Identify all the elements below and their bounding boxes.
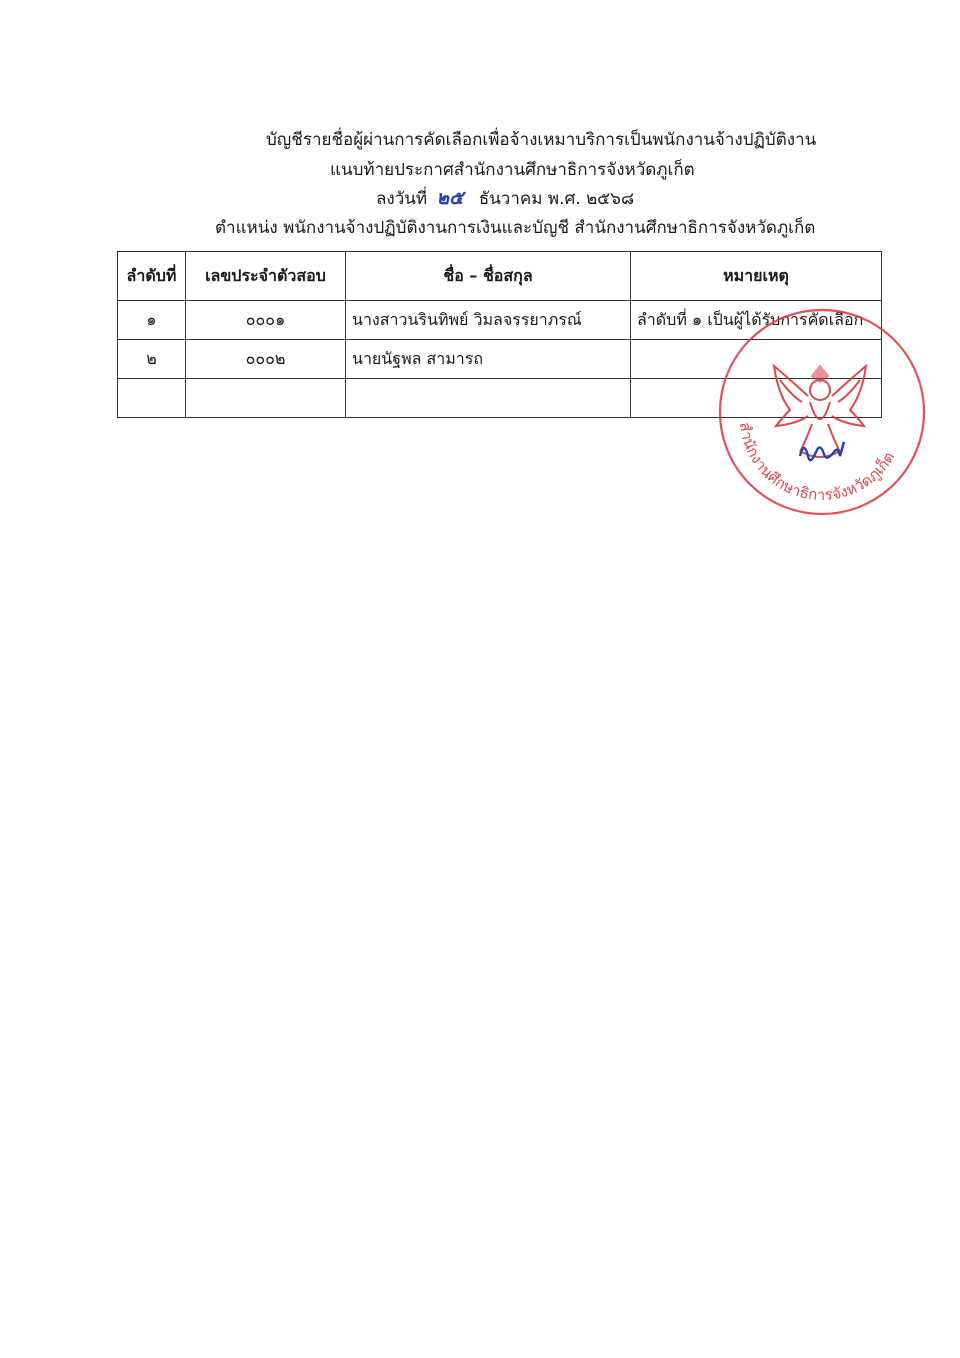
date-line bbox=[376, 187, 634, 210]
date-prefix: ลงวันที่ bbox=[376, 189, 428, 209]
table-row bbox=[118, 379, 882, 418]
col-header-name: ชื่อ – ชื่อสกุล bbox=[346, 252, 631, 301]
table-row bbox=[118, 301, 882, 340]
seal-ring-text: สำนักงานศึกษาธิการจังหวัดภูเก็ต bbox=[735, 420, 899, 505]
col-header-no: ลำดับที่ bbox=[118, 252, 186, 301]
cell-note bbox=[631, 379, 882, 418]
cell-name: นางสาวนรินทิพย์ วิมลจรรยาภรณ์ bbox=[346, 301, 631, 340]
cell-exam-id bbox=[186, 379, 346, 418]
table-row bbox=[118, 340, 882, 379]
handwritten-signature bbox=[800, 442, 844, 460]
cell-no bbox=[118, 379, 186, 418]
title-line-1: บัญชีรายชื่อผู้ผ่านการคัดเลือกเพื่อจ้างเหมาบริการเป็นพนักงานจ้างปฏิบัติงาน bbox=[266, 130, 817, 150]
cell-name bbox=[346, 379, 631, 418]
title-line-2: แนบท้ายประกาศสำนักงานศึกษาธิการจังหวัดภูเก็ต bbox=[330, 160, 695, 180]
candidate-table bbox=[117, 251, 882, 418]
cell-note: ลำดับที่ ๑ เป็นผู้ได้รับการคัดเลือก bbox=[631, 301, 882, 340]
col-header-note: หมายเหตุ bbox=[631, 252, 882, 301]
date-month-year: ธันวาคม พ.ศ. ๒๕๖๘ bbox=[478, 189, 635, 209]
table-header-row bbox=[118, 252, 882, 301]
cell-name: นายนัฐพล สามารถ bbox=[346, 340, 631, 379]
cell-no: ๑ bbox=[118, 301, 186, 340]
cell-note bbox=[631, 340, 882, 379]
cell-exam-id: ๐๐๐๒ bbox=[186, 340, 346, 379]
cell-no: ๒ bbox=[118, 340, 186, 379]
position-line: ตำแหน่ง พนักงานจ้างปฏิบัติงานการเงินและบัญชี สำนักงานศึกษาธิการจังหวัดภูเก็ต bbox=[215, 218, 816, 238]
col-header-exam-id: เลขประจำตัวสอบ bbox=[186, 252, 346, 301]
cell-exam-id: ๐๐๐๑ bbox=[186, 301, 346, 340]
handwritten-date-day: ๒๕ bbox=[436, 187, 464, 209]
